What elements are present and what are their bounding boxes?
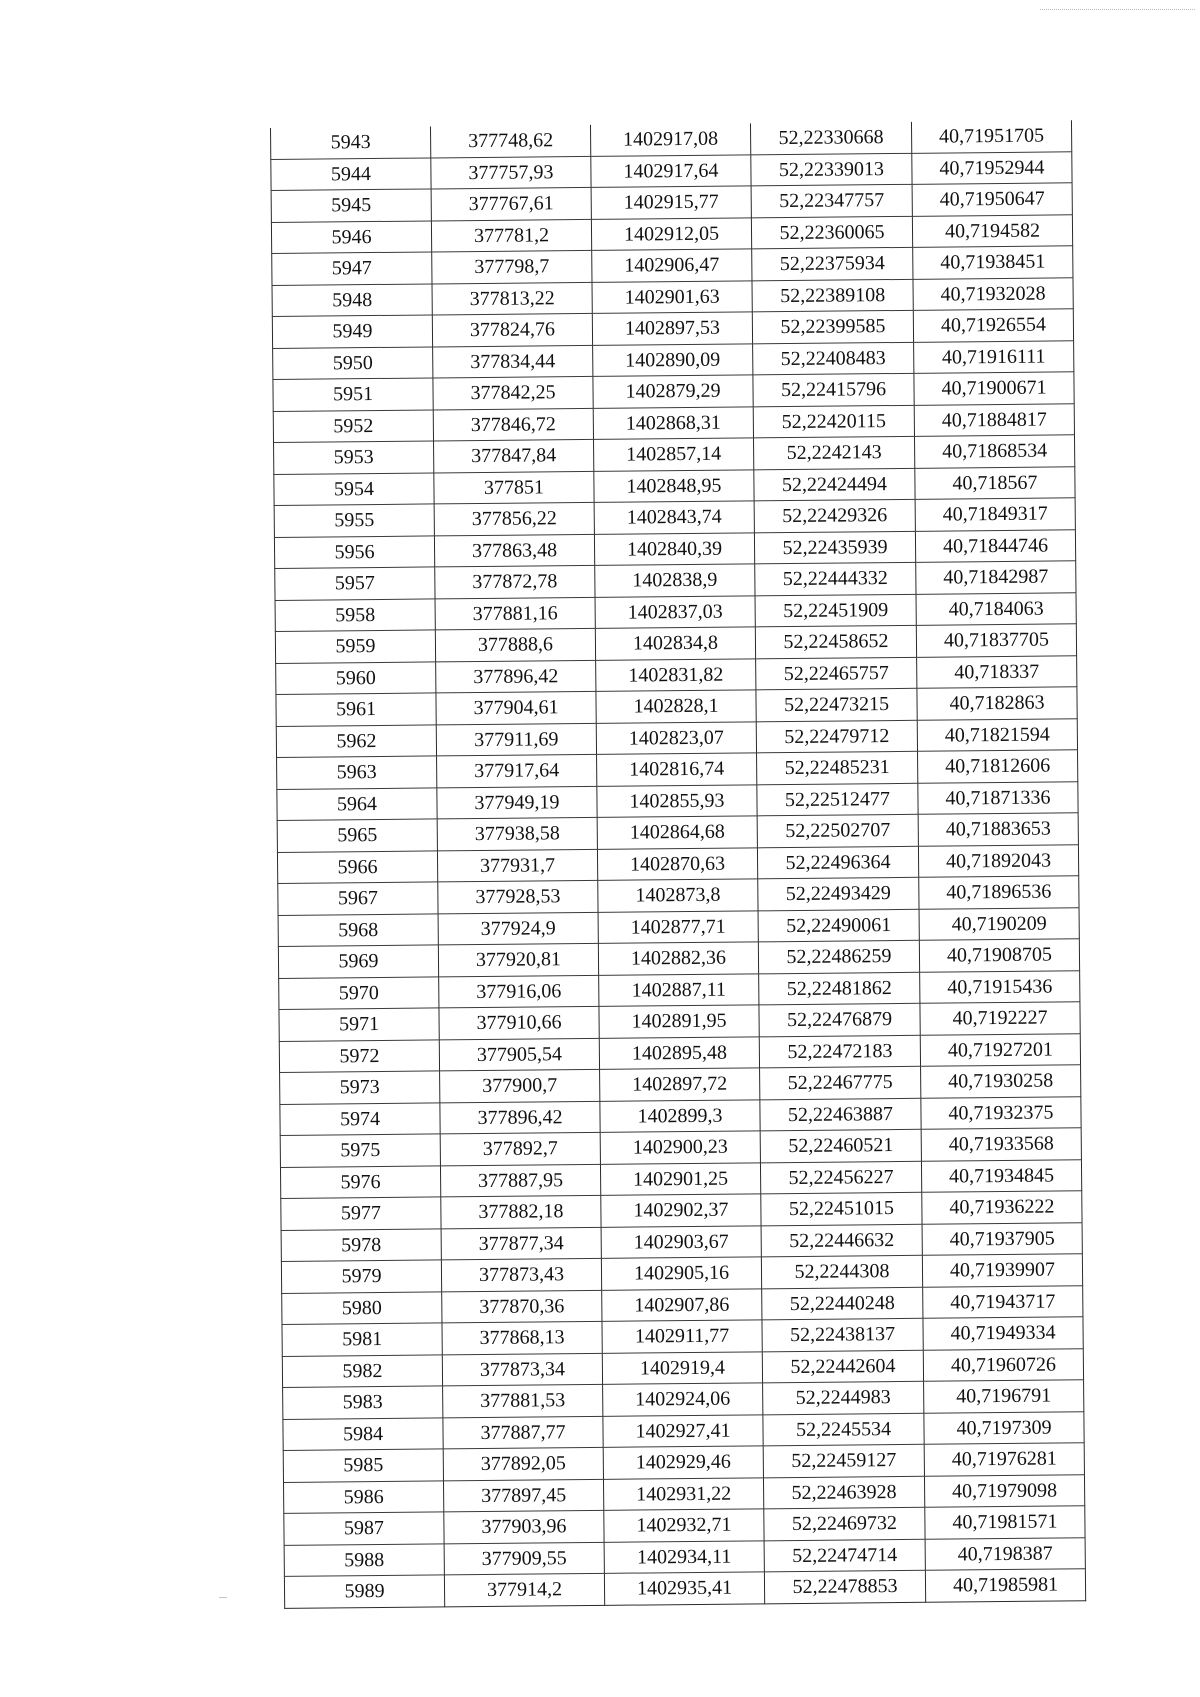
latitude-cell: 52,22463928 bbox=[763, 1476, 924, 1509]
latitude-cell: 52,22435939 bbox=[754, 531, 915, 564]
y-coordinate-cell: 1402905,16 bbox=[601, 1257, 761, 1290]
x-coordinate-cell: 377892,7 bbox=[440, 1132, 600, 1165]
y-coordinate-cell: 1402895,48 bbox=[599, 1036, 759, 1069]
point-number-cell: 5955 bbox=[274, 504, 434, 537]
longitude-cell: 40,71937905 bbox=[922, 1222, 1082, 1255]
point-number-cell: 5975 bbox=[280, 1134, 440, 1167]
x-coordinate-cell: 377767,61 bbox=[431, 187, 591, 220]
y-coordinate-cell: 1402932,71 bbox=[604, 1509, 764, 1542]
longitude-cell: 40,71985981 bbox=[925, 1569, 1085, 1602]
latitude-cell: 52,2245534 bbox=[763, 1413, 924, 1446]
y-coordinate-cell: 1402934,11 bbox=[604, 1540, 764, 1573]
x-coordinate-cell: 377914,2 bbox=[444, 1573, 604, 1606]
point-number-cell: 5970 bbox=[279, 976, 439, 1009]
x-coordinate-cell: 377909,55 bbox=[444, 1542, 604, 1575]
latitude-cell: 52,22478853 bbox=[764, 1570, 925, 1603]
y-coordinate-cell: 1402864,68 bbox=[597, 816, 757, 849]
longitude-cell: 40,71926554 bbox=[913, 309, 1073, 342]
point-number-cell: 5967 bbox=[278, 882, 438, 915]
y-coordinate-cell: 1402828,1 bbox=[596, 690, 756, 723]
latitude-cell: 52,22451909 bbox=[755, 594, 916, 627]
y-coordinate-cell: 1402882,36 bbox=[598, 942, 758, 975]
y-coordinate-cell: 1402834,8 bbox=[595, 627, 755, 660]
x-coordinate-cell: 377851 bbox=[434, 471, 594, 504]
y-coordinate-cell: 1402907,86 bbox=[602, 1288, 762, 1321]
latitude-cell: 52,22496364 bbox=[757, 846, 918, 879]
x-coordinate-cell: 377863,48 bbox=[434, 534, 594, 567]
x-coordinate-cell: 377813,22 bbox=[432, 282, 592, 315]
latitude-cell: 52,22472183 bbox=[759, 1035, 920, 1068]
latitude-cell: 52,22476879 bbox=[759, 1003, 920, 1036]
point-number-cell: 5976 bbox=[280, 1165, 440, 1198]
point-number-cell: 5961 bbox=[276, 693, 436, 726]
point-number-cell: 5983 bbox=[283, 1386, 443, 1419]
point-number-cell: 5946 bbox=[271, 220, 431, 253]
x-coordinate-cell: 377824,76 bbox=[432, 313, 592, 346]
x-coordinate-cell: 377897,45 bbox=[443, 1479, 603, 1512]
latitude-cell: 52,22458652 bbox=[755, 625, 916, 658]
margin-tick-mark bbox=[219, 1597, 227, 1598]
y-coordinate-cell: 1402848,95 bbox=[594, 469, 754, 502]
latitude-cell: 52,22347757 bbox=[751, 184, 912, 217]
point-number-cell: 5957 bbox=[275, 567, 435, 600]
longitude-cell: 40,718567 bbox=[915, 466, 1075, 499]
y-coordinate-cell: 1402873,8 bbox=[598, 879, 758, 912]
x-coordinate-cell: 377887,95 bbox=[440, 1164, 600, 1197]
point-number-cell: 5956 bbox=[274, 535, 434, 568]
longitude-cell: 40,7196791 bbox=[924, 1380, 1084, 1413]
y-coordinate-cell: 1402917,08 bbox=[590, 123, 750, 156]
point-number-cell: 5953 bbox=[274, 441, 434, 474]
longitude-cell: 40,71915436 bbox=[920, 970, 1080, 1003]
point-number-cell: 5951 bbox=[273, 378, 433, 411]
point-number-cell: 5947 bbox=[272, 252, 432, 285]
y-coordinate-cell: 1402890,09 bbox=[593, 343, 753, 376]
latitude-cell: 52,22459127 bbox=[763, 1444, 924, 1477]
coordinates-table bbox=[270, 120, 1086, 1608]
longitude-cell: 40,71938451 bbox=[913, 246, 1073, 279]
latitude-cell: 52,22469732 bbox=[764, 1507, 925, 1540]
longitude-cell: 40,71883653 bbox=[918, 813, 1078, 846]
y-coordinate-cell: 1402919,4 bbox=[602, 1351, 762, 1384]
longitude-cell: 40,71871336 bbox=[918, 781, 1078, 814]
latitude-cell: 52,22438137 bbox=[762, 1318, 923, 1351]
longitude-cell: 40,71868534 bbox=[914, 435, 1074, 468]
longitude-cell: 40,71936222 bbox=[922, 1191, 1082, 1224]
point-number-cell: 5987 bbox=[284, 1512, 444, 1545]
point-number-cell: 5948 bbox=[272, 283, 432, 316]
y-coordinate-cell: 1402868,31 bbox=[593, 406, 753, 439]
y-coordinate-cell: 1402870,63 bbox=[597, 847, 757, 880]
point-number-cell: 5979 bbox=[281, 1260, 441, 1293]
x-coordinate-cell: 377847,84 bbox=[434, 439, 594, 472]
x-coordinate-cell: 377846,72 bbox=[433, 408, 593, 441]
y-coordinate-cell: 1402917,64 bbox=[591, 154, 751, 187]
latitude-cell: 52,22442604 bbox=[762, 1350, 923, 1383]
latitude-cell: 52,22360065 bbox=[751, 216, 912, 249]
y-coordinate-cell: 1402929,46 bbox=[603, 1446, 763, 1479]
point-number-cell: 5971 bbox=[279, 1008, 439, 1041]
latitude-cell: 52,22493429 bbox=[758, 877, 919, 910]
latitude-cell: 52,22399585 bbox=[752, 310, 913, 343]
x-coordinate-cell: 377949,19 bbox=[437, 786, 597, 819]
longitude-cell: 40,71927201 bbox=[920, 1033, 1080, 1066]
scan-edge-mark bbox=[1040, 9, 1195, 10]
point-number-cell: 5963 bbox=[277, 756, 437, 789]
point-number-cell: 5984 bbox=[283, 1417, 443, 1450]
latitude-cell: 52,22451015 bbox=[761, 1192, 922, 1225]
longitude-cell: 40,71930258 bbox=[921, 1065, 1081, 1098]
y-coordinate-cell: 1402900,23 bbox=[600, 1131, 760, 1164]
x-coordinate-cell: 377877,34 bbox=[441, 1227, 601, 1260]
x-coordinate-cell: 377916,06 bbox=[439, 975, 599, 1008]
longitude-cell: 40,71892043 bbox=[918, 844, 1078, 877]
latitude-cell: 52,22485231 bbox=[757, 751, 918, 784]
point-number-cell: 5954 bbox=[274, 472, 434, 505]
y-coordinate-cell: 1402906,47 bbox=[592, 249, 752, 282]
latitude-cell: 52,22486259 bbox=[758, 940, 919, 973]
latitude-cell: 52,22420115 bbox=[753, 405, 914, 438]
point-number-cell: 5966 bbox=[277, 850, 437, 883]
longitude-cell: 40,7184063 bbox=[916, 592, 1076, 625]
y-coordinate-cell: 1402857,14 bbox=[594, 438, 754, 471]
latitude-cell: 52,22444332 bbox=[755, 562, 916, 595]
x-coordinate-cell: 377892,05 bbox=[443, 1447, 603, 1480]
point-number-cell: 5959 bbox=[275, 630, 435, 663]
latitude-cell: 52,22479712 bbox=[756, 720, 917, 753]
y-coordinate-cell: 1402927,41 bbox=[603, 1414, 763, 1447]
point-number-cell: 5950 bbox=[273, 346, 433, 379]
y-coordinate-cell: 1402903,67 bbox=[601, 1225, 761, 1258]
latitude-cell: 52,22446632 bbox=[761, 1224, 922, 1257]
latitude-cell: 52,22465757 bbox=[756, 657, 917, 690]
x-coordinate-cell: 377887,77 bbox=[443, 1416, 603, 1449]
x-coordinate-cell: 377928,53 bbox=[438, 880, 598, 913]
longitude-cell: 40,71979098 bbox=[924, 1474, 1084, 1507]
longitude-cell: 40,7182863 bbox=[917, 687, 1077, 720]
latitude-cell: 52,22415796 bbox=[753, 373, 914, 406]
x-coordinate-cell: 377910,66 bbox=[439, 1006, 599, 1039]
longitude-cell: 40,71842987 bbox=[916, 561, 1076, 594]
latitude-cell: 52,22512477 bbox=[757, 783, 918, 816]
point-number-cell: 5972 bbox=[279, 1039, 439, 1072]
longitude-cell: 40,7194582 bbox=[912, 214, 1072, 247]
latitude-cell: 52,2242143 bbox=[753, 436, 914, 469]
x-coordinate-cell: 377842,25 bbox=[433, 376, 593, 409]
latitude-cell: 52,2244308 bbox=[761, 1255, 922, 1288]
point-number-cell: 5964 bbox=[277, 787, 437, 820]
x-coordinate-cell: 377917,64 bbox=[437, 754, 597, 787]
y-coordinate-cell: 1402897,72 bbox=[600, 1068, 760, 1101]
x-coordinate-cell: 377896,42 bbox=[440, 1101, 600, 1134]
longitude-cell: 40,71932028 bbox=[913, 277, 1073, 310]
longitude-cell: 40,71837705 bbox=[916, 624, 1076, 657]
longitude-cell: 40,71939907 bbox=[922, 1254, 1082, 1287]
x-coordinate-cell: 377931,7 bbox=[437, 849, 597, 882]
x-coordinate-cell: 377903,96 bbox=[444, 1510, 604, 1543]
x-coordinate-cell: 377868,13 bbox=[442, 1321, 602, 1354]
point-number-cell: 5968 bbox=[278, 913, 438, 946]
longitude-cell: 40,71981571 bbox=[925, 1506, 1085, 1539]
point-number-cell: 5965 bbox=[277, 819, 437, 852]
latitude-cell: 52,22389108 bbox=[752, 279, 913, 312]
longitude-cell: 40,7190209 bbox=[919, 907, 1079, 940]
x-coordinate-cell: 377888,6 bbox=[435, 628, 595, 661]
point-number-cell: 5980 bbox=[282, 1291, 442, 1324]
longitude-cell: 40,7197309 bbox=[924, 1411, 1084, 1444]
point-number-cell: 5977 bbox=[281, 1197, 441, 1230]
y-coordinate-cell: 1402935,41 bbox=[604, 1572, 764, 1605]
point-number-cell: 5985 bbox=[283, 1449, 443, 1482]
point-number-cell: 5944 bbox=[271, 157, 431, 190]
latitude-cell: 52,22339013 bbox=[751, 153, 912, 186]
latitude-cell: 52,22467775 bbox=[760, 1066, 921, 1099]
latitude-cell: 52,22463887 bbox=[760, 1098, 921, 1131]
y-coordinate-cell: 1402838,9 bbox=[595, 564, 755, 597]
x-coordinate-cell: 377873,34 bbox=[442, 1353, 602, 1386]
point-number-cell: 5945 bbox=[271, 189, 431, 222]
longitude-cell: 40,7192227 bbox=[920, 1002, 1080, 1035]
longitude-cell: 40,71952944 bbox=[912, 151, 1072, 184]
longitude-cell: 40,71949334 bbox=[923, 1317, 1083, 1350]
latitude-cell: 52,22456227 bbox=[760, 1161, 921, 1194]
x-coordinate-cell: 377920,81 bbox=[438, 943, 598, 976]
latitude-cell: 52,22330668 bbox=[750, 122, 911, 155]
point-number-cell: 5989 bbox=[284, 1575, 444, 1608]
point-number-cell: 5981 bbox=[282, 1323, 442, 1356]
longitude-cell: 40,71951705 bbox=[911, 120, 1071, 153]
longitude-cell: 40,71943717 bbox=[923, 1285, 1083, 1318]
x-coordinate-cell: 377748,62 bbox=[430, 125, 590, 158]
x-coordinate-cell: 377881,53 bbox=[443, 1384, 603, 1417]
longitude-cell: 40,7198387 bbox=[925, 1537, 1085, 1570]
longitude-cell: 40,71932375 bbox=[921, 1096, 1081, 1129]
x-coordinate-cell: 377900,7 bbox=[440, 1069, 600, 1102]
y-coordinate-cell: 1402902,37 bbox=[601, 1194, 761, 1227]
point-number-cell: 5978 bbox=[281, 1228, 441, 1261]
x-coordinate-cell: 377904,61 bbox=[436, 691, 596, 724]
y-coordinate-cell: 1402887,11 bbox=[599, 973, 759, 1006]
y-coordinate-cell: 1402831,82 bbox=[596, 658, 756, 691]
point-number-cell: 5988 bbox=[284, 1543, 444, 1576]
longitude-cell: 40,71950647 bbox=[912, 183, 1072, 216]
x-coordinate-cell: 377872,78 bbox=[435, 565, 595, 598]
longitude-cell: 40,71934845 bbox=[921, 1159, 1081, 1192]
longitude-cell: 40,71844746 bbox=[915, 529, 1075, 562]
latitude-cell: 52,22481862 bbox=[759, 972, 920, 1005]
longitude-cell: 40,71812606 bbox=[918, 750, 1078, 783]
y-coordinate-cell: 1402915,77 bbox=[591, 186, 751, 219]
table-row bbox=[284, 1569, 1085, 1608]
y-coordinate-cell: 1402901,63 bbox=[592, 280, 752, 313]
latitude-cell: 52,22440248 bbox=[762, 1287, 923, 1320]
point-number-cell: 5952 bbox=[273, 409, 433, 442]
y-coordinate-cell: 1402924,06 bbox=[603, 1383, 763, 1416]
longitude-cell: 40,71849317 bbox=[915, 498, 1075, 531]
longitude-cell: 40,71960726 bbox=[923, 1348, 1083, 1381]
longitude-cell: 40,718337 bbox=[917, 655, 1077, 688]
x-coordinate-cell: 377881,16 bbox=[435, 597, 595, 630]
latitude-cell: 52,22474714 bbox=[764, 1539, 925, 1572]
point-number-cell: 5958 bbox=[275, 598, 435, 631]
y-coordinate-cell: 1402911,77 bbox=[602, 1320, 762, 1353]
longitude-cell: 40,71933568 bbox=[921, 1128, 1081, 1161]
longitude-cell: 40,71908705 bbox=[919, 939, 1079, 972]
x-coordinate-cell: 377781,2 bbox=[431, 219, 591, 252]
y-coordinate-cell: 1402931,22 bbox=[603, 1477, 763, 1510]
latitude-cell: 52,22424494 bbox=[754, 468, 915, 501]
y-coordinate-cell: 1402877,71 bbox=[598, 910, 758, 943]
x-coordinate-cell: 377798,7 bbox=[432, 250, 592, 283]
latitude-cell: 52,22502707 bbox=[757, 814, 918, 847]
coordinates-table-body bbox=[270, 120, 1085, 1608]
point-number-cell: 5982 bbox=[282, 1354, 442, 1387]
y-coordinate-cell: 1402855,93 bbox=[597, 784, 757, 817]
y-coordinate-cell: 1402816,74 bbox=[597, 753, 757, 786]
longitude-cell: 40,71896536 bbox=[919, 876, 1079, 909]
point-number-cell: 5973 bbox=[280, 1071, 440, 1104]
latitude-cell: 52,22490061 bbox=[758, 909, 919, 942]
x-coordinate-cell: 377896,42 bbox=[436, 660, 596, 693]
y-coordinate-cell: 1402901,25 bbox=[600, 1162, 760, 1195]
latitude-cell: 52,22375934 bbox=[752, 247, 913, 280]
point-number-cell: 5974 bbox=[280, 1102, 440, 1135]
x-coordinate-cell: 377938,58 bbox=[437, 817, 597, 850]
latitude-cell: 52,22408483 bbox=[753, 342, 914, 375]
y-coordinate-cell: 1402837,03 bbox=[595, 595, 755, 628]
point-number-cell: 5960 bbox=[276, 661, 436, 694]
y-coordinate-cell: 1402843,74 bbox=[594, 501, 754, 534]
latitude-cell: 52,2244983 bbox=[763, 1381, 924, 1414]
x-coordinate-cell: 377870,36 bbox=[442, 1290, 602, 1323]
y-coordinate-cell: 1402897,53 bbox=[592, 312, 752, 345]
point-number-cell: 5986 bbox=[283, 1480, 443, 1513]
longitude-cell: 40,71884817 bbox=[914, 403, 1074, 436]
longitude-cell: 40,71916111 bbox=[914, 340, 1074, 373]
latitude-cell: 52,22460521 bbox=[760, 1129, 921, 1162]
y-coordinate-cell: 1402823,07 bbox=[596, 721, 756, 754]
latitude-cell: 52,22473215 bbox=[756, 688, 917, 721]
x-coordinate-cell: 377834,44 bbox=[433, 345, 593, 378]
point-number-cell: 5969 bbox=[278, 945, 438, 978]
point-number-cell: 5943 bbox=[270, 126, 430, 159]
point-number-cell: 5949 bbox=[272, 315, 432, 348]
x-coordinate-cell: 377856,22 bbox=[434, 502, 594, 535]
y-coordinate-cell: 1402891,95 bbox=[599, 1005, 759, 1038]
x-coordinate-cell: 377911,69 bbox=[436, 723, 596, 756]
longitude-cell: 40,71900671 bbox=[914, 372, 1074, 405]
longitude-cell: 40,71821594 bbox=[917, 718, 1077, 751]
y-coordinate-cell: 1402840,39 bbox=[594, 532, 754, 565]
longitude-cell: 40,71976281 bbox=[924, 1443, 1084, 1476]
y-coordinate-cell: 1402899,3 bbox=[600, 1099, 760, 1132]
latitude-cell: 52,22429326 bbox=[754, 499, 915, 532]
x-coordinate-cell: 377905,54 bbox=[439, 1038, 599, 1071]
x-coordinate-cell: 377873,43 bbox=[441, 1258, 601, 1291]
x-coordinate-cell: 377757,93 bbox=[431, 156, 591, 189]
x-coordinate-cell: 377924,9 bbox=[438, 912, 598, 945]
point-number-cell: 5962 bbox=[276, 724, 436, 757]
y-coordinate-cell: 1402879,29 bbox=[593, 375, 753, 408]
y-coordinate-cell: 1402912,05 bbox=[591, 217, 751, 250]
x-coordinate-cell: 377882,18 bbox=[441, 1195, 601, 1228]
